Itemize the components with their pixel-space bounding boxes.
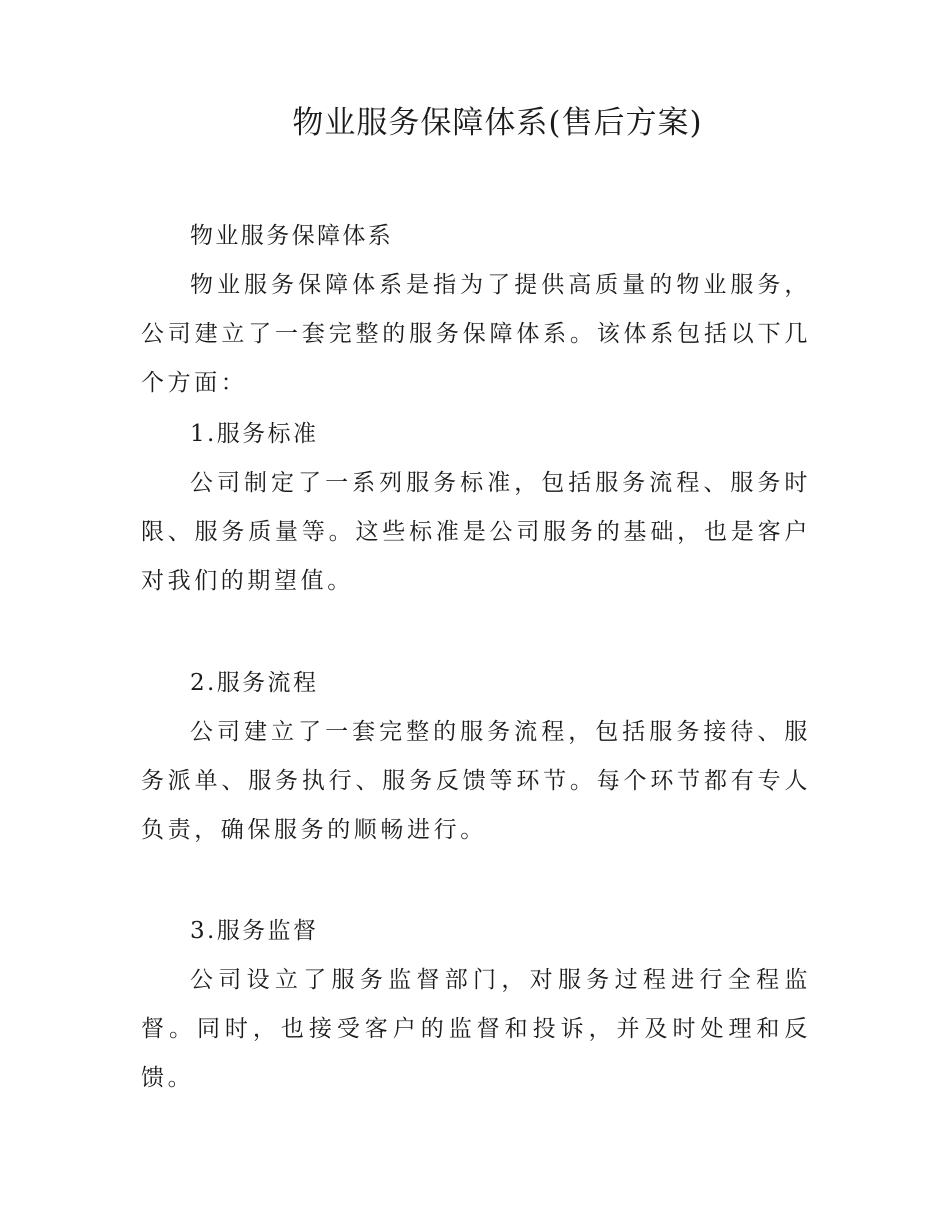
section-heading-3: 3.服务监督 [190, 918, 319, 944]
section-heading-1: 1.服务标准 [190, 421, 319, 447]
section-paragraph-1: 公司制定了一系列服务标准，包括服务流程、服务时限、服务质量等。这些标准是公司服务的基础，也是客户对我们的期望值。 [141, 470, 811, 594]
section-paragraph-3: 公司设立了服务监督部门，对服务过程进行全程监督。同时，也接受客户的监督和投诉，并及时处理和反馈。 [141, 967, 811, 1091]
section-paragraph-2: 公司建立了一套完整的服务流程，包括服务接待、服务派单、服务执行、服务反馈等环节。每个环节都有专人负责，确保服务的顺畅进行。 [141, 719, 811, 843]
intro-paragraph: 物业服务保障体系是指为了提供高质量的物业服务，公司建立了一套完整的服务保障体系。该体系包括以下几个方面： [141, 272, 811, 396]
section-heading-2: 2.服务流程 [190, 670, 319, 696]
document-title: 物业服务保障体系(售后方案) [292, 105, 703, 141]
intro-heading: 物业服务保障体系 [190, 223, 394, 249]
